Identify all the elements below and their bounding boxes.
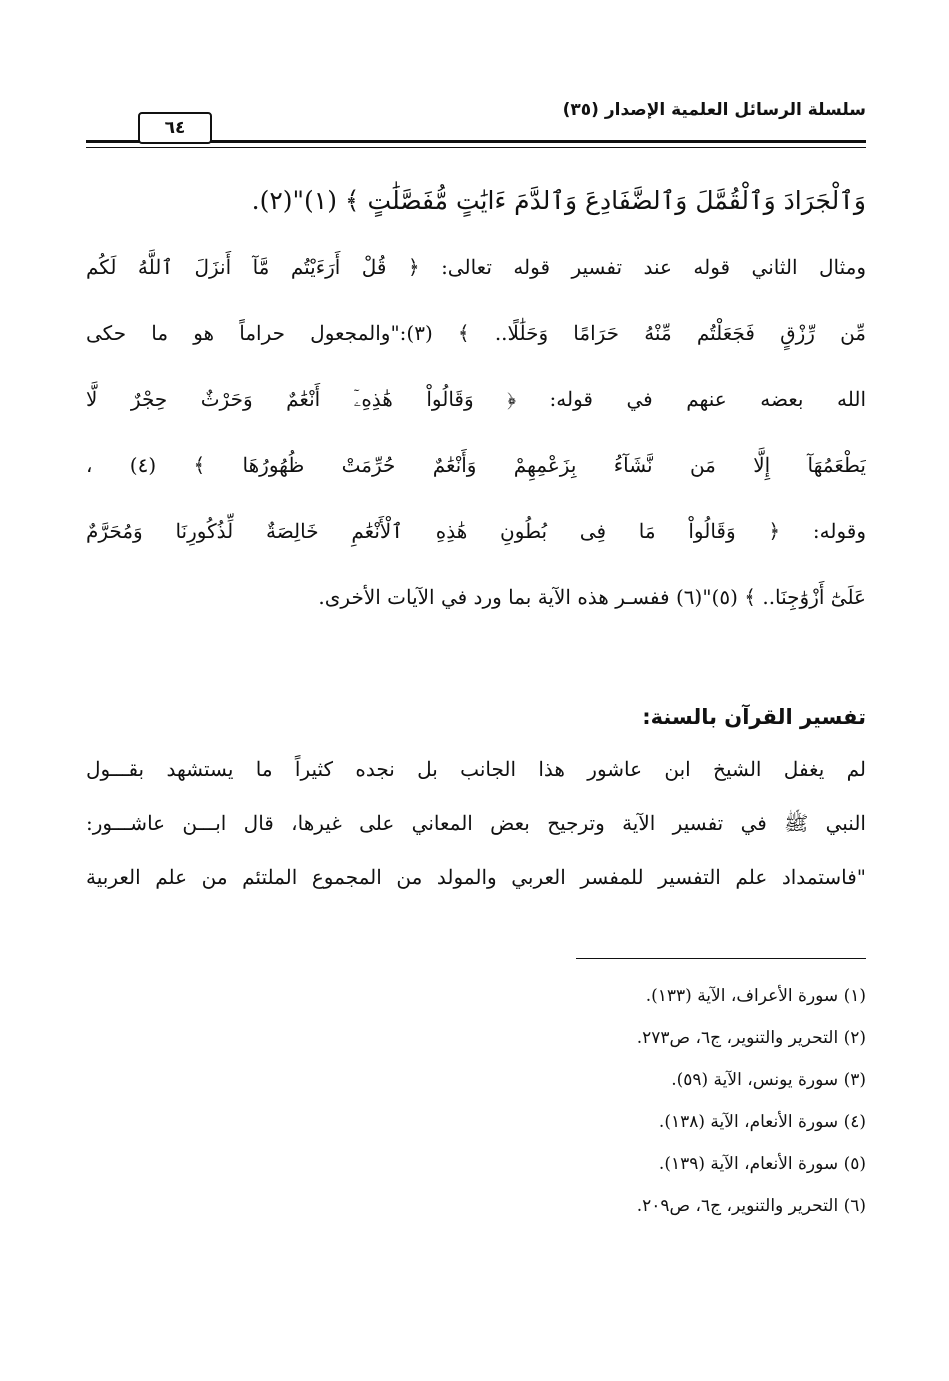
footnote-divider bbox=[576, 958, 866, 959]
footnote: (٥) سورة الأنعام، الآية (١٣٩). bbox=[658, 1154, 866, 1174]
text-line: وَٱلْجَرَادَ وَٱلْقُمَّلَ وَٱلضَّفَادِعَ وَٱلدَّمَ ءَايَٰتٍ مُّفَصَّلَٰتٍ ﴾ (١)"(٢). bbox=[251, 186, 866, 215]
footnote: (٤) سورة الأنعام، الآية (١٣٨). bbox=[658, 1112, 866, 1132]
footnote: (١) سورة الأعراف، الآية (١٣٣). bbox=[645, 986, 866, 1006]
footnote: (٣) سورة يونس، الآية (٥٩). bbox=[671, 1070, 866, 1090]
text-line: "فاستمداد علم التفسير للمفسر العربي والمولد من المجموع الملتئم من علم العربية bbox=[86, 865, 866, 889]
text-line: لم يغفل الشيخ ابن عاشور هذا الجانب بل نجده كثيراً ما يستشهد بقـــول bbox=[86, 757, 866, 781]
header-rule-thin bbox=[86, 147, 866, 148]
page-number: ٦٤ bbox=[138, 112, 212, 144]
footnote: (٦) التحرير والتنوير، ج٦، ص٢٠٩. bbox=[636, 1196, 866, 1216]
text-line: الله بعضه عنهم في قوله: ﴿ وَقَالُواْ هَٰذِهِۦٓ أَنْعَٰمٌ وَحَرْثٌ حِجْرٌ لَّا bbox=[86, 387, 866, 411]
page-header bbox=[86, 100, 866, 152]
body-paragraph bbox=[86, 168, 866, 630]
section-paragraph bbox=[86, 742, 866, 904]
text-line: ومثال الثاني قوله عند تفسير قوله تعالى: ﴿ قُلْ أَرَءَيْتُم مَّآ أَنزَلَ ٱللَّهُ لَكُم bbox=[86, 255, 866, 279]
section-heading: تفسير القرآن بالسنة: bbox=[642, 705, 866, 729]
text-line: يَطْعَمُهَآ إِلَّا مَن نَّشَآءُ بِزَعْمِهِمْ وَأَنْعَٰمٌ حُرِّمَتْ ظُهُورُهَا ﴾ (٤) ، bbox=[86, 453, 866, 477]
text-line: وقوله: ﴿ وَقَالُواْ مَا فِى بُطُونِ هَٰذِهِ ٱلْأَنْعَٰمِ خَالِصَةٌ لِّذُكُورِنَا وَمُحَرَّمٌ bbox=[86, 519, 866, 543]
series-title: سلسلة الرسائل العلمية الإصدار (٣٥) bbox=[562, 100, 866, 120]
text-line: النبي ﷺ في تفسير الآية وترجيح بعض المعاني على غيرها، قال ابـــن عاشـــور: bbox=[86, 811, 866, 835]
footnote: (٢) التحرير والتنوير، ج٦، ص٢٧٣. bbox=[636, 1028, 866, 1048]
footnotes bbox=[366, 975, 866, 1227]
text-line: عَلَىٰٓ أَزْوَٰجِنَا.. ﴾ (٥)"(٦) ففسـر هذه الآية بما ورد في الآيات الأخرى. bbox=[318, 585, 866, 609]
text-line: مِّن رِّزْقٍ فَجَعَلْتُم مِّنْهُ حَرَامًا وَحَلَٰلًا.. ﴾ (٣):"والمجعول حراماً هو ما حكى bbox=[86, 321, 866, 345]
